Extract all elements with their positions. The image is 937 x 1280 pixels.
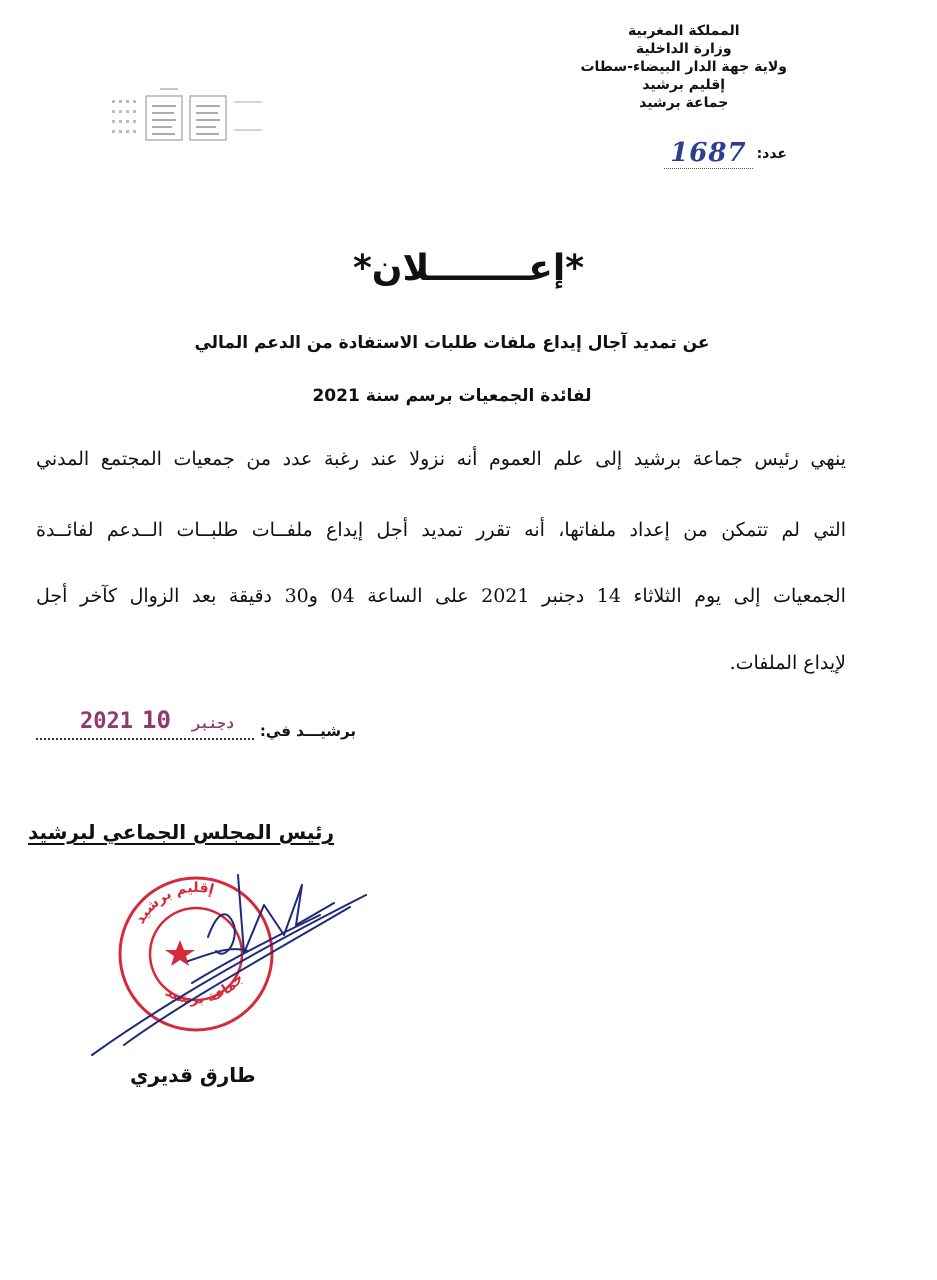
date-stamp-year: 2021 (80, 709, 133, 734)
date-stamp (80, 706, 246, 734)
subject-line-1: عن تمديد آجال إيداع ملفات طلبات الاستفادة من الدعم المالي (194, 333, 710, 353)
commune-line: جماعة برشيد (639, 95, 729, 111)
reference-label: عدد: (756, 145, 787, 162)
signatory-name: طارق قديري (130, 1063, 256, 1087)
svg-text:إقليم برشيد: إقليم برشيد (132, 879, 216, 927)
wilaya-line: ولاية جهة الدار البيضاء-سطات (580, 59, 787, 75)
date-dotted-line (36, 706, 254, 740)
date-stamp-month: دجنبر (191, 716, 235, 732)
announcement-title: *إعــــــــلان* (352, 248, 585, 289)
reference-number: 1687 (664, 138, 752, 169)
svg-text:جماعة برشيد: جماعة برشيد (162, 970, 247, 1008)
province-line: إقليم برشيد (642, 77, 726, 93)
body-line-3: الجمعيات إلى يوم الثلاثاء 14 دجنبر 2021 على الساعة 04 و30 دقيقة بعد الزوال كآخر أجل (36, 585, 846, 607)
handwritten-signature (88, 865, 378, 1065)
ministry-line: وزارة الداخلية (635, 41, 732, 57)
body-line-2: التي لم تتمكن من إعداد ملفاتها، أنه تقرر تمديد أجل إيداع ملفــات طلبــات الــدعم لفائــدة (36, 519, 846, 541)
faint-received-stamp (112, 86, 272, 150)
date-stamp-day: 10 (142, 706, 171, 734)
letterhead (580, 22, 787, 112)
subject-line-2: لفائدة الجمعيات برسم سنة 2021 (312, 386, 592, 406)
kingdom-line: المملكة المغربية (627, 23, 740, 39)
reference-row (664, 138, 787, 169)
signatory-title: رئيس المجلس الجماعي لبرشيد (28, 820, 335, 844)
date-label: برشيـــد في: (259, 722, 356, 740)
body-line-1: ينهي رئيس جماعة برشيد إلى علم العموم أنه نزولا عند رغبة عدد من جمعيات المجتمع المدني (36, 448, 846, 470)
date-row (36, 706, 356, 740)
body-line-4: لإيداع الملفات. (729, 652, 846, 674)
